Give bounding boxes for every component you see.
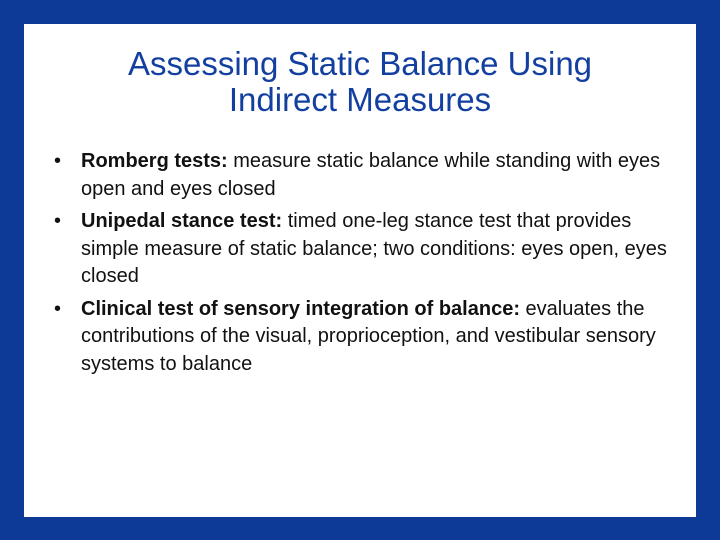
- bullet-dot-icon: •: [54, 297, 62, 320]
- bullet-text: evaluates the contributions of the visual, proprioception, and vestibular sensory systems to balance: [81, 297, 656, 375]
- bullet-dot-icon: •: [54, 150, 62, 172]
- title-line-2: Indirect Measures: [228, 81, 492, 118]
- bullet-term: Unipedal stance test:: [81, 210, 283, 232]
- bullet-dot-icon: •: [54, 210, 62, 232]
- bullet-term: Romberg tests:: [81, 150, 228, 172]
- bullet-list: [54, 148, 694, 383]
- bullet-item-clinical: [54, 296, 694, 379]
- bullet-item-romberg: [54, 148, 694, 203]
- bullet-text: measure static balance while standing with eyes open and eyes closed: [81, 150, 661, 200]
- bullet-term: Clinical test of sensory integration of balance:: [81, 297, 520, 320]
- slide-panel: [24, 24, 696, 517]
- slide-title: [24, 46, 696, 118]
- bullet-item-unipedal: [54, 208, 694, 291]
- bullet-text: timed one-leg stance test that provides simple measure of static balance; two conditions: eyes open, eyes closed: [81, 210, 667, 287]
- title-line-1: Assessing Static Balance Using: [127, 45, 593, 82]
